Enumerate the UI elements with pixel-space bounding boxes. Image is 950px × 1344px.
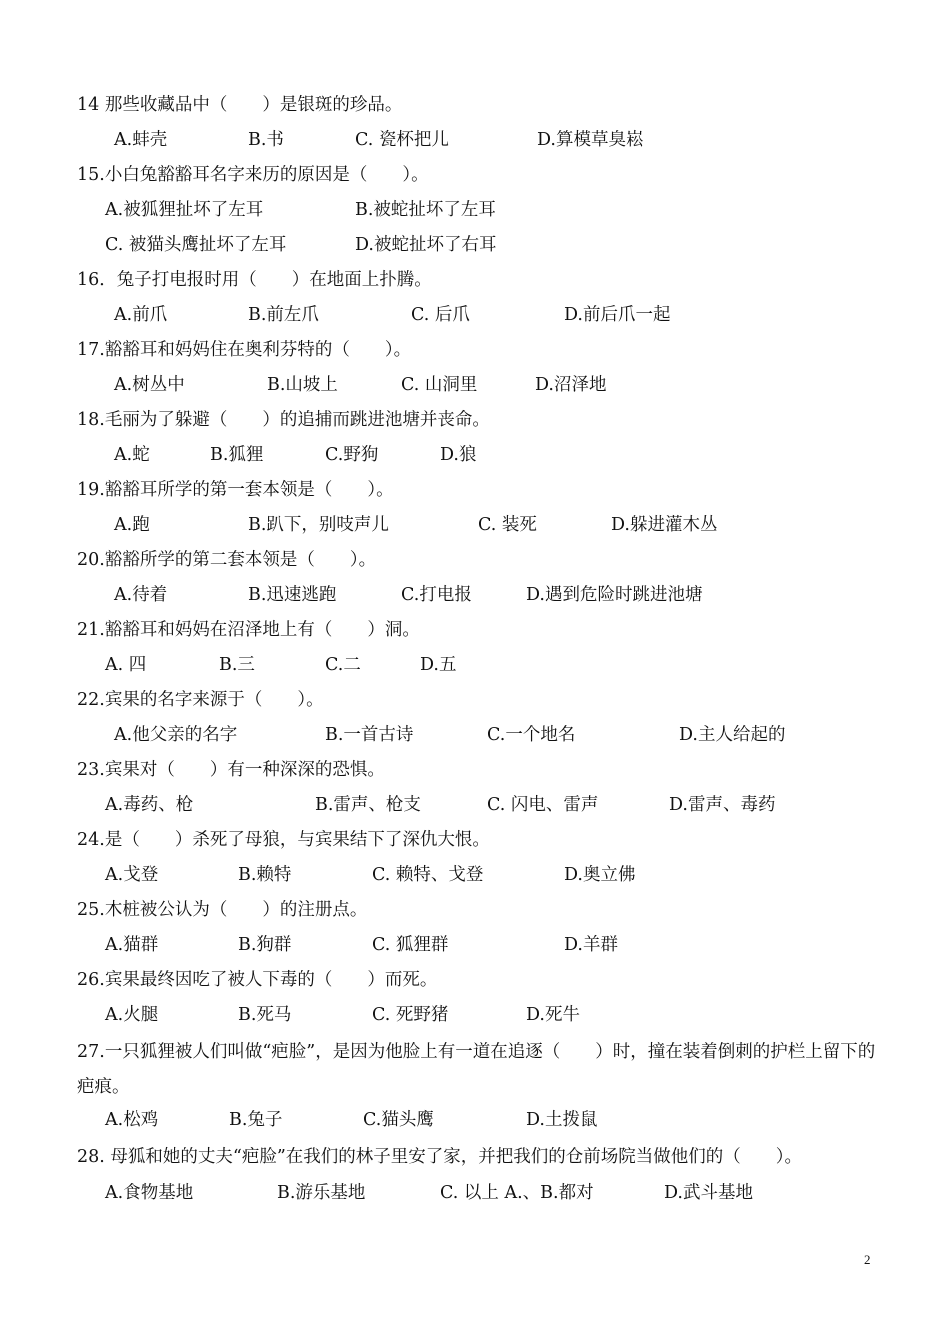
question-26-option-b: B.死马 [238,1005,292,1025]
question-25-option-d: D.羊群 [564,935,618,955]
question-24-option-a: A.戈登 [105,865,159,885]
question-28-option-d: D.武斗基地 [664,1183,753,1203]
question-18-option-a: A.蛇 [114,445,150,465]
question-14-option-c: C. 瓷杯把儿 [355,130,449,150]
question-23-option-c: C. 闪电、雷声 [487,795,599,815]
question-16-option-c: C. 后爪 [411,305,470,325]
question-24-option-c: C. 赖特、戈登 [372,865,484,885]
question-20-option-b: B.迅速逃跑 [248,585,337,605]
question-14: 14 那些收藏品中（ ）是银斑的珍品。 [77,95,403,115]
question-27-option-b: B.兔子 [229,1110,283,1130]
question-25-option-b: B.狗群 [238,935,292,955]
question-16-option-a: A.前爪 [114,305,168,325]
question-27-option-a: A.松鸡 [105,1110,159,1130]
question-15-option-c: C. 被猫头鹰扯坏了左耳 [105,235,287,255]
question-26-option-a: A.火腿 [105,1005,159,1025]
question-25-option-c: C. 狐狸群 [372,935,449,955]
question-28-option-c: C. 以上 A.、B.都对 [440,1183,594,1203]
question-21-option-b: B.三 [219,655,255,675]
question-26: 26.宾果最终因吃了被人下毒的（ ）而死。 [77,970,438,990]
question-22-option-c: C.一个地名 [487,725,576,745]
question-14-option-d: D.算模草臭崧 [537,130,644,150]
question-23-option-d: D.雷声、毒药 [669,795,776,815]
question-20: 20.豁豁所学的第二套本领是（ ）。 [77,550,377,570]
question-21: 21.豁豁耳和妈妈在沼泽地上有（ ）洞。 [77,620,420,640]
question-14-option-b: B.书 [248,130,284,150]
question-18-option-b: B.狐狸 [210,445,264,465]
question-18-option-d: D.狼 [440,445,477,465]
question-23-option-b: B.雷声、枪支 [315,795,421,815]
question-25-option-a: A.猫群 [105,935,159,955]
question-18-option-c: C.野狗 [325,445,379,465]
question-27-option-c: C.猫头鹰 [363,1110,434,1130]
question-15-option-a: A.被狐狸扯坏了左耳 [105,200,264,220]
question-21-option-a: A. 四 [105,655,147,675]
question-16: 16．兔子打电报时用（ ）在地面上扑腾。 [77,270,432,290]
question-19: 19.豁豁耳所学的第一套本领是（ ）。 [77,480,394,500]
question-20-option-c: C.打电报 [401,585,472,605]
question-22-option-a: A.他父亲的名字 [114,725,238,745]
question-28-option-a: A.食物基地 [105,1183,194,1203]
question-22: 22.宾果的名字来源于（ ）。 [77,690,324,710]
question-23-option-a: A.毒药、枪 [105,795,194,815]
question-19-option-b: B.趴下，别吱声儿 [248,515,389,535]
question-17: 17.豁豁耳和妈妈住在奥利芬特的（ ）。 [77,340,412,360]
question-20-option-a: A.待着 [114,585,168,605]
question-18: 18.毛丽为了躲避（ ）的追捕而跳进池塘并丧命。 [77,410,490,430]
question-16-option-b: B.前左爪 [248,305,319,325]
question-15-option-d: D.被蛇扯坏了右耳 [355,235,497,255]
question-23: 23.宾果对（ ）有一种深深的恐惧。 [77,760,385,780]
question-26-option-c: C. 死野猪 [372,1005,449,1025]
question-28-option-b: B.游乐基地 [277,1183,366,1203]
question-21-option-c: C.二 [325,655,361,675]
question-15-option-b: B.被蛇扯坏了左耳 [355,200,496,220]
question-19-option-a: A.跑 [114,515,150,535]
question-24-option-d: D.奥立佛 [564,865,636,885]
page-number: 2 [864,1252,871,1267]
question-20-option-d: D.遇到危险时跳进池塘 [526,585,703,605]
question-22-option-b: B.一首古诗 [325,725,414,745]
question-14-option-a: A.蚌壳 [114,130,168,150]
question-16-option-d: D.前后爪一起 [564,305,671,325]
question-25: 25.木桩被公认为（ ）的注册点。 [77,900,368,920]
question-22-option-d: D.主人给起的 [679,725,786,745]
question-26-option-d: D.死牛 [526,1005,580,1025]
question-15: 15.小白兔豁豁耳名字来历的原因是（ ）。 [77,165,429,185]
question-24: 24.是（ ）杀死了母狼，与宾果结下了深仇大恨。 [77,830,490,850]
question-17-option-d: D.沼泽地 [535,375,607,395]
question-28: 28. 母狐和她的丈夫“疤脸”在我们的林子里安了家，并把我们的仓前场院当做他们的（ ）。 [77,1147,803,1167]
question-17-option-a: A.树丛中 [114,375,185,395]
question-17-option-b: B.山坡上 [267,375,338,395]
question-24-option-b: B.赖特 [238,865,292,885]
question-17-option-c: C. 山洞里 [401,375,478,395]
question-19-option-d: D.躲进灌木丛 [611,515,718,535]
question-27: 27.一只狐狸被人们叫做“疤脸”，是因为他脸上有一道在追逐（ ）时，撞在装着倒刺的护栏上留下的疤痕。 [77,1042,876,1097]
question-21-option-d: D.五 [420,655,457,675]
question-27-option-d: D.土拨鼠 [526,1110,598,1130]
question-19-option-c: C. 装死 [478,515,537,535]
